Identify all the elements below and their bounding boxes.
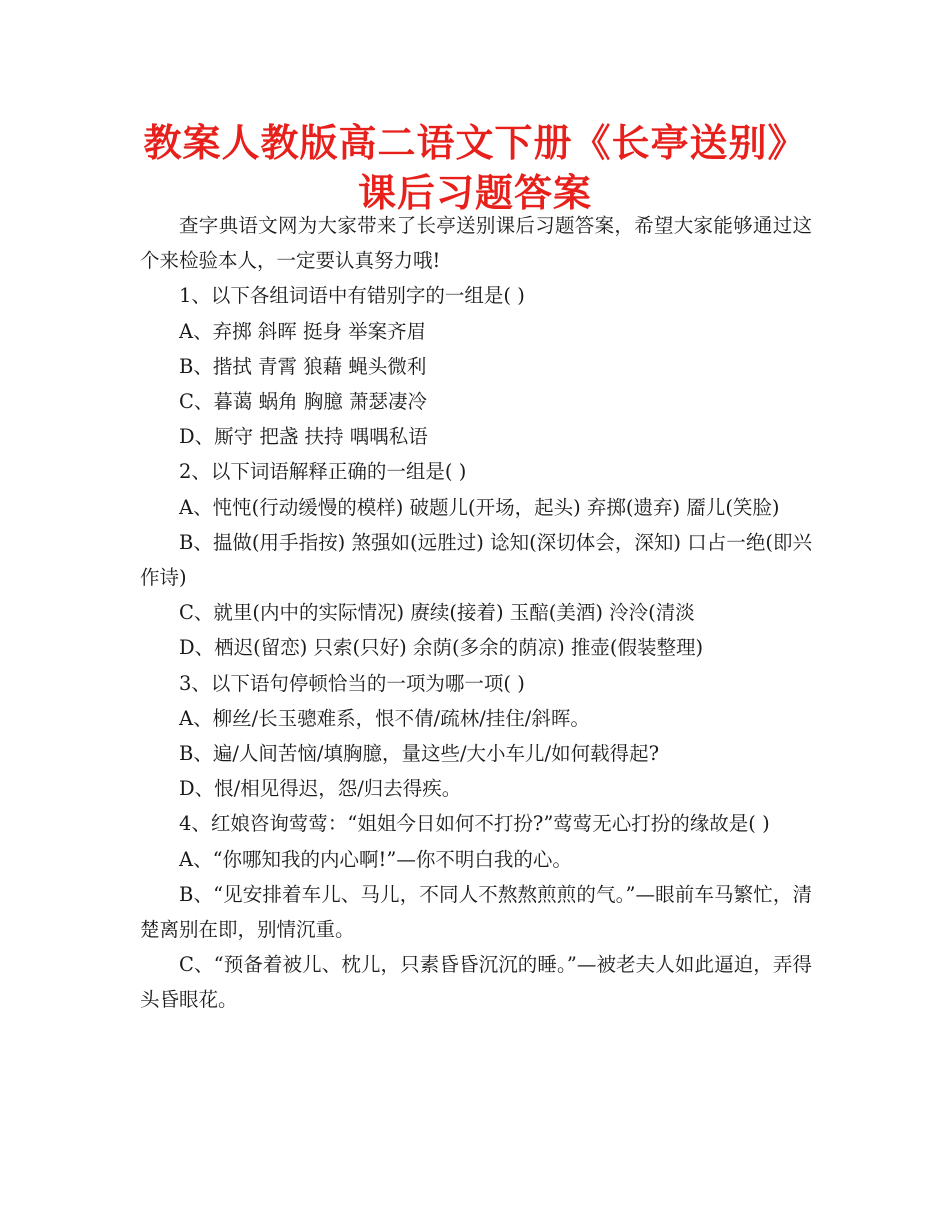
intro-paragraph: 查字典语文网为大家带来了长亭送别课后习题答案，希望大家能够通过这个来检验本人，一定要认真努力哦! [140,214,812,273]
page-title: 教案人教版高二语文下册《长亭送别》课后习题答案 [143,121,807,215]
question-3: 3、以下语句停顿恰当的一项为哪一项( ) [179,671,525,695]
document-body [140,208,812,1018]
question-4-option-a: A、“你哪知我的内心啊!”—你不明白我的心。 [179,847,572,871]
question-2: 2、以下词语解释正确的一组是( ) [179,460,467,484]
question-1-option-d: D、厮守 把盏 扶持 喁喁私语 [179,425,428,449]
question-2-option-d: D、栖迟(留恋) 只索(只好) 余荫(多余的荫凉) 推壶(假装整理) [179,636,704,660]
question-2-option-c: C、就里(内中的实际情况) 赓续(接着) 玉醅(美酒) 泠泠(清淡 [179,601,695,625]
question-2-option-b: B、揾做(用手指按) 煞强如(远胜过) 谂知(深切体会，深知) 口占一绝(即兴作诗) [140,530,812,590]
question-2-option-a: A、忳忳(行动缓慢的模样) 破题儿(开场，起头) 弃掷(遗弃) 靥儿(笑脸) [179,495,780,519]
question-1-option-a: A、弃掷 斜晖 挺身 举案齐眉 [179,319,427,343]
question-1-option-b: B、揩拭 青霄 狼藉 蝇头微利 [179,354,427,378]
question-1-option-c: C、暮蔼 蜗角 胸臆 萧瑟凄冷 [179,390,428,414]
question-3-option-a: A、柳丝/长玉骢难系，恨不倩/疏林/挂住/斜晖。 [179,706,590,730]
question-3-option-d: D、恨/相见得迟，怨/归去得疾。 [179,777,462,801]
question-4: 4、红娘咨询莺莺：“姐姐今日如何不打扮?”莺莺无心打扮的缘故是( ) [179,812,770,836]
question-3-option-b: B、遍/人间苦恼/填胸臆，量这些/大小车儿/如何载得起? [179,742,660,766]
question-4-option-b: B、“见安排着车儿、马儿，不同人不熬熬煎煎的气。”—眼前车马繁忙，清楚离别在即，别情沉重。 [140,882,812,942]
question-4-option-c: C、“预备着被儿、枕儿，只素昏昏沉沉的睡。”—被老夫人如此逼迫，弄得头昏眼花。 [140,953,812,1012]
question-1: 1、以下各组词语中有错别字的一组是( ) [179,284,525,308]
